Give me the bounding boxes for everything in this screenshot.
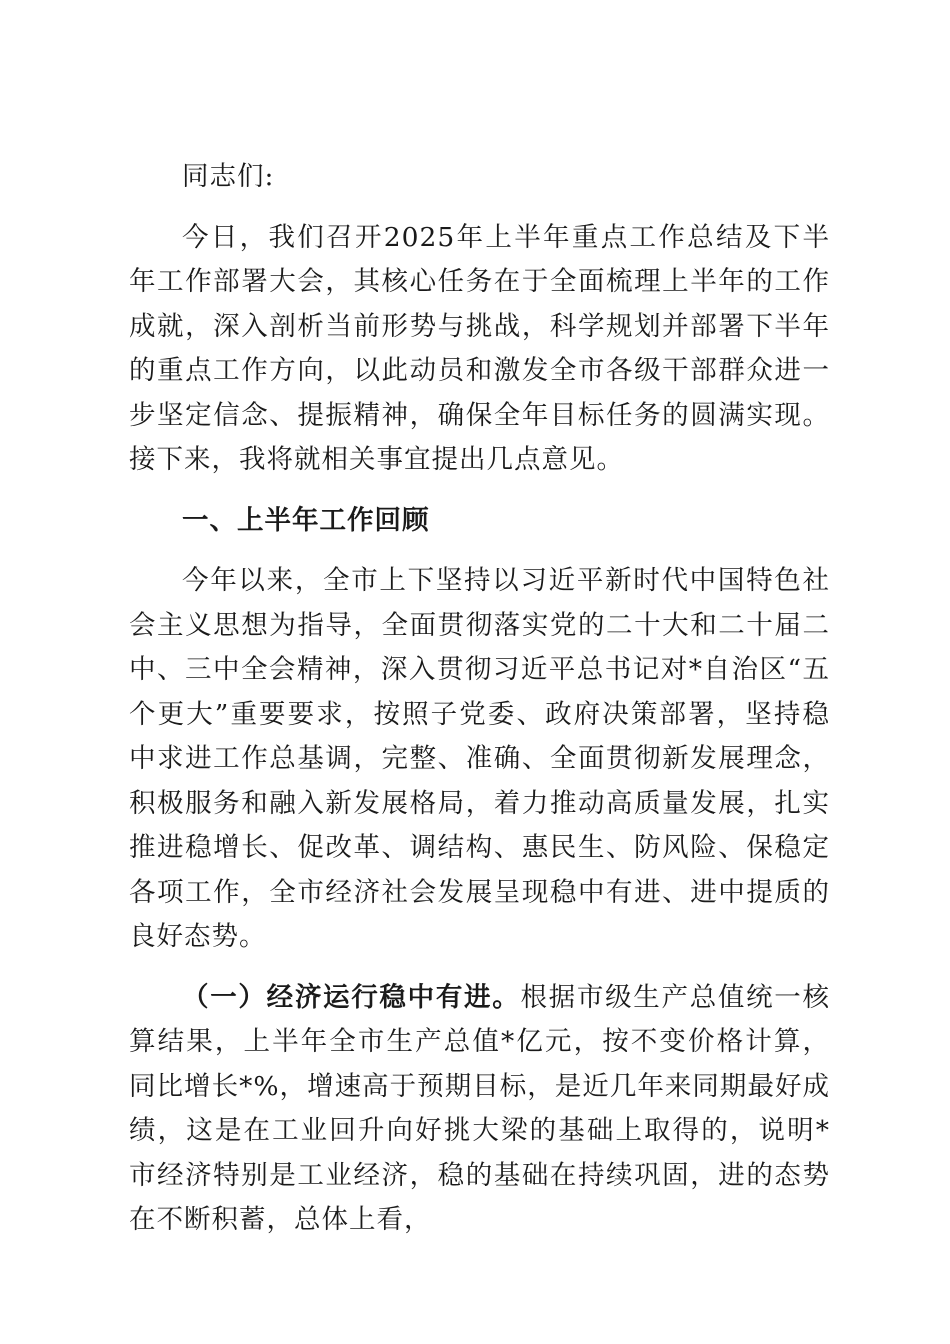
intro-paragraph: 今日，我们召开2025年上半年重点工作总结及下半年工作部署大会，其核心任务在于全面梳理上半年的工作成就，深入剖析当前形势与挑战，科学规划并部署下半年的重点工作方向，以此动员和激发全市各级干部群众进一步坚定信念、提振精神，确保全年目标任务的圆满实现。接下来，我将就相关事宜提出几点意见。 — [129, 221, 830, 475]
greeting: 同志们: — [182, 161, 275, 192]
subsection-paragraph — [129, 976, 830, 1243]
section-body-paragraph: 今年以来，全市上下坚持以习近平新时代中国特色社会主义思想为指导，全面贯彻落实党的二十大和二十届二中、三中全会精神，深入贯彻习近平总书记对*自治区“五个更大”重要要求，按照子党委、政府决策部署，坚持稳中求进工作总基调，完整、准确、全面贯彻新发展理念，积极服务和融入新发展格局，着力推动高质量发展，扎实推进稳增长、促改革、调结构、惠民生、防风险、保稳定各项工作，全市经济社会发展呈现稳中有进、进中提质的良好态势。 — [129, 565, 830, 952]
subsection-body: 根据市级生产总值统一核算结果，上半年全市生产总值*亿元，按不变价格计算，同比增长*%，增速高于预期目标，是近几年来同期最好成绩，这是在工业回升向好挑大梁的基础上取得的，说明*市经济特别是工业经济，稳的基础在持续巩固，进的态势在不断积蓄，总体上看， — [129, 981, 831, 1235]
subsection-lead: （一）经济运行稳中有进。 — [182, 981, 521, 1013]
section-heading: 一、上半年工作回顾 — [182, 504, 430, 536]
